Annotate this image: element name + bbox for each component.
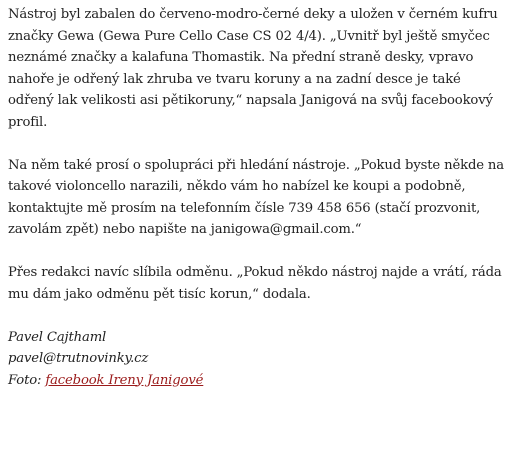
author-email: pavel@trutnovinky.cz <box>8 351 149 366</box>
article-signature <box>8 327 507 392</box>
article-paragraph-3: Přes redakci navíc slíbila odměnu. „Pokud někdo nástroj najde a vrátí, ráda mu dám jako odměnu pět tisíc korun,“ dodala. <box>8 265 502 302</box>
photo-credit-link[interactable]: facebook Ireny Janigové <box>45 372 204 388</box>
photo-credit-prefix: Foto: <box>8 372 46 388</box>
article-paragraph-2: Na něm také prosí o spolupráci při hledání nástroje. „Pokud byste někde na takové violoncello narazili, někdo vám ho nabízel ke koupi a podobně, kontaktujte mě prosím na telefonním čísle 739 458 656 (stačí prozvonit, zavolám zpět) nebo napište na janigowa@gmail.com.“ <box>8 157 504 237</box>
author-name: Pavel Cajthaml <box>8 329 107 345</box>
article-paragraph-1: Nástroj byl zabalen do červeno-modro-černé deky a uložen v černém kufru značky Gewa (Gewa Pure Cello Case CS 02 4/4). „Uvnitř byl ještě smyčec neznámé značky a kalafuna Thomastik. Na přední straně desky, vpravo nahoře je odřený lak zhruba ve tvaru koruny a na zadní desce je také odřený lak velikosti asi pětikoruny,“ napsala Janigová na svůj facebookový profil. <box>8 7 498 130</box>
photo-credit <box>8 370 507 392</box>
